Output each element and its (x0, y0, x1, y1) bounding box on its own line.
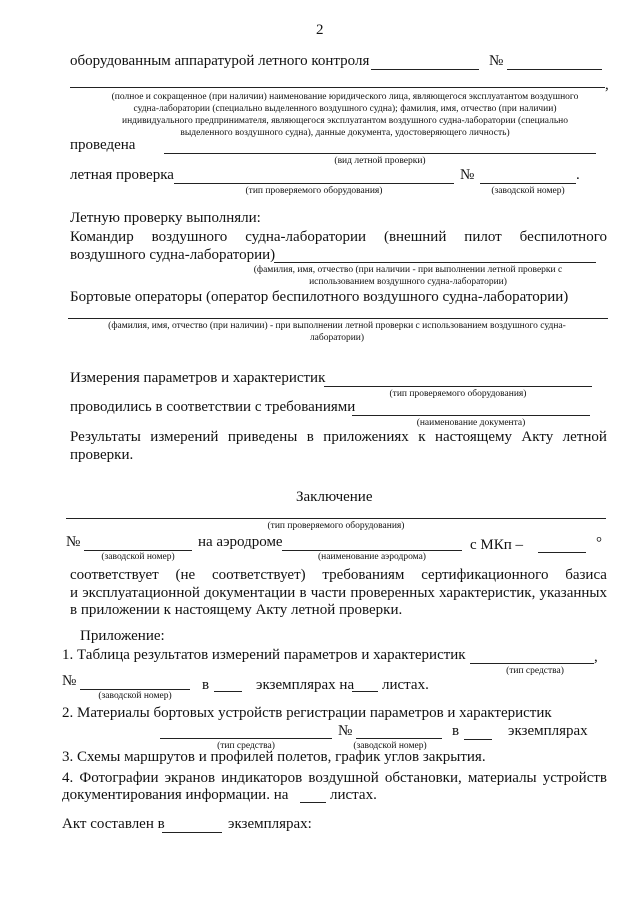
blank-serial-2[interactable] (356, 738, 442, 739)
caption-operator: (полное и сокращенное (при наличии) наименование юридического лица, являющегося эксплуатантом воздушного (111, 92, 579, 102)
blank-sheets-2[interactable] (300, 802, 326, 803)
word: в (306, 429, 314, 445)
caption-serial-2: (заводской номер) (353, 741, 427, 751)
word: (не (175, 567, 196, 583)
caption-operator: судна-лаборатории (специально выделенного воздушного судна); фамилия, имя, отчество (при наличии) (133, 104, 557, 114)
comma: , (594, 649, 598, 665)
copies-label: экземплярах: (228, 816, 312, 832)
degree-sign: ° (596, 535, 602, 551)
blank-mkp[interactable] (538, 552, 586, 553)
blank-number[interactable] (507, 69, 602, 70)
word: судна-лаборатории (245, 229, 367, 245)
caption-means-2: (тип средства) (217, 741, 275, 751)
copies-label-2: экземплярах (508, 723, 588, 739)
blank-copies[interactable] (214, 691, 242, 692)
act-made-label: Акт составлен в (62, 816, 165, 832)
commander-line (70, 228, 607, 246)
word: настоящему (434, 429, 512, 445)
number-sign: № (62, 673, 77, 689)
in-label-2: в (452, 723, 460, 739)
blank-operator-name[interactable] (70, 87, 605, 88)
requirements-label: проводились в соответствии с требованиями (70, 399, 356, 415)
operators-label: Бортовые операторы (оператор беспилотного воздушного судна-лаборатории) (70, 289, 569, 305)
blank-conclusion-equipment[interactable] (66, 518, 606, 519)
word: измерений (150, 429, 219, 445)
blank-equipment-type[interactable] (174, 183, 454, 184)
word: соответствует (70, 567, 159, 583)
number-sign: № (489, 53, 504, 69)
blank-measure-equipment[interactable] (324, 386, 592, 387)
results-line-2: проверки. (70, 447, 134, 463)
caption-serial: (заводской номер) (491, 186, 565, 196)
conducted-label: проведена (70, 137, 136, 153)
word: Акту (521, 429, 554, 445)
appendix-item-4: 4. Фотографии экранов индикаторов воздушной обстановки, материалы устройств (62, 770, 607, 786)
blank-commander-name[interactable] (274, 262, 596, 263)
blank-means-type[interactable] (470, 663, 594, 664)
flight-check-label: летная проверка (70, 167, 174, 183)
appendix-item-2: 2. Материалы бортовых устройств регистрации параметров и характеристик (62, 705, 552, 721)
conclusion-title: Заключение (296, 489, 373, 505)
word: сертификационного (421, 567, 549, 583)
word: к (418, 429, 426, 445)
number-sign: № (338, 723, 353, 739)
aerodrome-label: на аэродроме (198, 534, 283, 550)
word: приложениях (323, 429, 409, 445)
caption-commander: использованием воздушного судна-лаборатории) (309, 277, 507, 287)
caption-operator: индивидуального предпринимателя, являющегося эксплуатантом воздушного судна-лаборатории (специально (121, 116, 568, 126)
word: Результаты (70, 429, 141, 445)
blank-copies-2[interactable] (464, 739, 492, 740)
crew-heading: Летную проверку выполняли: (70, 210, 261, 226)
comply-line (70, 566, 607, 584)
word: (внешний (383, 229, 447, 245)
caption-conclusion-serial: (заводской номер) (101, 552, 175, 562)
word: летной (562, 429, 607, 445)
word: требованиям (322, 567, 405, 583)
word: воздушного (151, 229, 228, 245)
appendix-item-1: 1. Таблица результатов измерений параметров и характеристик (62, 647, 466, 663)
caption-appendix-serial: (заводской номер) (98, 691, 172, 701)
blank-operator-equipment[interactable] (371, 69, 479, 70)
caption-operator: выделенного воздушного судна), данные документа, удостоверяющего личность) (180, 128, 510, 138)
word: приведены (227, 429, 298, 445)
blank-sheets[interactable] (352, 691, 378, 692)
conclusion-line-3: в приложении к настоящему Акту летной проверки. (70, 602, 403, 618)
comma: , (605, 77, 609, 93)
measurements-label: Измерения параметров и характеристик (70, 370, 326, 386)
appendix-title: Приложение: (80, 628, 165, 644)
blank-document-name[interactable] (352, 415, 590, 416)
caption-operators: (фамилия, имя, отчество (при наличии) - при выполнении летной проверки с использованием воздушного судна- (108, 321, 566, 331)
word: беспилотного (519, 229, 607, 245)
caption-aerodrome: (наименование аэродрома) (318, 552, 426, 562)
conclusion-line-2: и эксплуатационной документации в части проверенных характеристик, указанных (70, 585, 607, 601)
caption-commander: (фамилия, имя, отчество (при наличии - при выполнении летной проверки с (253, 265, 563, 275)
blank-serial[interactable] (480, 183, 576, 184)
in-label: в (202, 677, 210, 693)
number-sign: № (460, 167, 475, 183)
page-number: 2 (316, 22, 324, 38)
word: базиса (565, 567, 607, 583)
sheets-label-2: листах. (330, 787, 377, 803)
caption-means: (тип средства) (506, 666, 564, 676)
caption-operators: лаборатории) (309, 333, 365, 343)
period: . (576, 167, 580, 183)
copies-on-label: экземплярах на (256, 677, 355, 693)
caption-document: (наименование документа) (416, 418, 526, 428)
caption-measure-equipment: (тип проверяемого оборудования) (389, 389, 527, 399)
commander-line-2: воздушного судна-лаборатории) (70, 247, 276, 263)
caption-check-kind: (вид летной проверки) (334, 156, 426, 166)
word: пилот (464, 229, 502, 245)
caption-conclusion-equipment: (тип проверяемого оборудования) (267, 521, 405, 531)
blank-means-type-2[interactable] (160, 738, 332, 739)
blank-operators-name[interactable] (68, 318, 608, 319)
appendix-item-4-line-2: документирования информации. на (62, 787, 289, 803)
number-sign: № (66, 534, 81, 550)
results-line (70, 428, 607, 446)
equipped-text: оборудованным аппаратурой летного контроля (70, 53, 370, 69)
blank-act-copies[interactable] (162, 832, 222, 833)
word: соответствует) (211, 567, 306, 583)
blank-check-kind[interactable] (164, 153, 596, 154)
caption-equipment-type: (тип проверяемого оборудования) (245, 186, 383, 196)
sheets-label: листах. (382, 677, 429, 693)
appendix-item-3: 3. Схемы маршрутов и профилей полетов, график углов закрытия. (62, 749, 486, 765)
word: Командир (70, 229, 134, 245)
mkp-label: с МКп – (470, 537, 524, 553)
